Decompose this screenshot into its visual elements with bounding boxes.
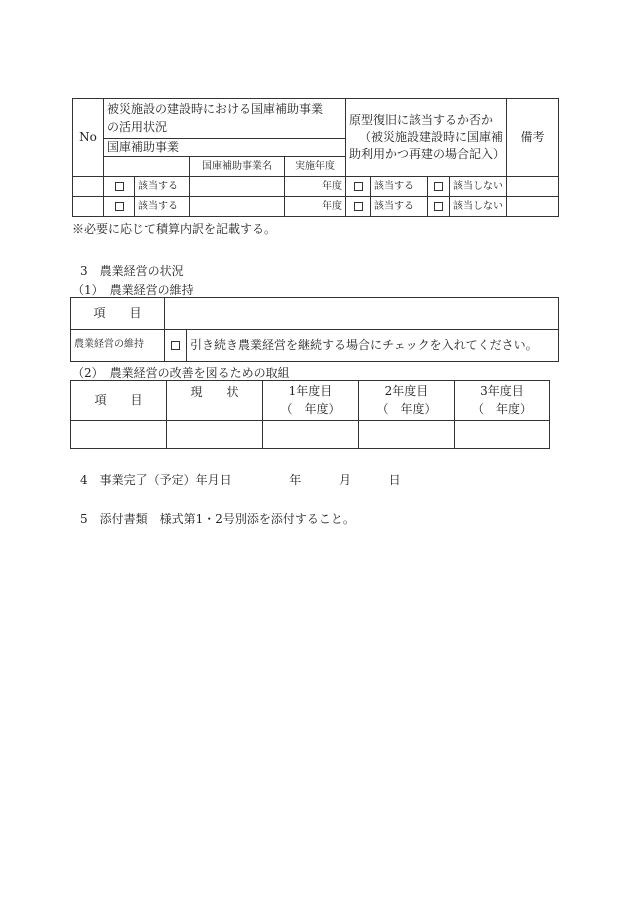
header-usage: 被災施設の建設時における国庫補助事業 の活用状況 bbox=[104, 99, 346, 139]
year-cell[interactable]: 年度 bbox=[285, 177, 346, 197]
applicable-checkbox[interactable] bbox=[104, 177, 135, 197]
restore-yes-checkbox[interactable] bbox=[346, 197, 371, 217]
t3-year3-cell[interactable] bbox=[455, 421, 550, 449]
header-subsidy-name: 国庫補助事業名 bbox=[190, 157, 285, 177]
subsidy-name-cell[interactable] bbox=[190, 197, 285, 217]
t3-year3-header: 3年度目 （ 年度） bbox=[455, 381, 550, 421]
section3-sub1: （1） 農業経営の維持 bbox=[72, 283, 194, 297]
restore-no-label: 該当しない bbox=[450, 177, 507, 197]
header-no: No bbox=[73, 99, 104, 177]
completion-day[interactable]: 日 bbox=[388, 473, 401, 487]
year-cell[interactable]: 年度 bbox=[285, 197, 346, 217]
table-row bbox=[73, 177, 559, 197]
completion-month[interactable]: 月 bbox=[338, 473, 351, 487]
restore-no-checkbox[interactable] bbox=[428, 197, 450, 217]
restore-yes-label: 該当する bbox=[371, 177, 428, 197]
remarks-cell[interactable] bbox=[507, 197, 559, 217]
restore-no-checkbox[interactable] bbox=[428, 177, 450, 197]
header-restoration: 原型復旧に該当するか否か （被災施設建設時に国庫補 助利用かつ再建の場合記入） bbox=[346, 99, 507, 177]
t3-year2-header: 2年度目 （ 年度） bbox=[359, 381, 455, 421]
header-remarks: 備考 bbox=[507, 99, 559, 177]
t3-year1-header: 1年度目 （ 年度） bbox=[263, 381, 359, 421]
table-row bbox=[71, 421, 550, 449]
restore-yes-label: 該当する bbox=[371, 197, 428, 217]
section4-label: 4 事業完了（予定）年月日 bbox=[80, 473, 232, 487]
header-subsidy: 国庫補助事業 bbox=[104, 139, 346, 157]
t3-current-header: 現 状 bbox=[167, 381, 263, 421]
section5-label: 5 添付書類 様式第1・2号別添を添付すること。 bbox=[80, 512, 355, 526]
header-year: 実施年度 bbox=[285, 157, 346, 177]
subsidy-usage-table bbox=[72, 98, 559, 217]
section3-sub2: （2） 農業経営の改善を図るための取組 bbox=[72, 366, 290, 380]
improvement-table bbox=[70, 380, 550, 449]
completion-year[interactable]: 年 bbox=[289, 473, 302, 487]
t3-year2-cell[interactable] bbox=[359, 421, 455, 449]
section3-title: 3 農業経営の状況 bbox=[80, 264, 184, 278]
restore-no-label: 該当しない bbox=[450, 197, 507, 217]
table-row bbox=[73, 197, 559, 217]
restore-yes-checkbox[interactable] bbox=[346, 177, 371, 197]
t3-current-cell[interactable] bbox=[167, 421, 263, 449]
row-no bbox=[73, 197, 104, 217]
header-blank bbox=[104, 157, 190, 177]
section4-line bbox=[80, 471, 401, 488]
applicable-label: 該当する bbox=[135, 197, 190, 217]
t3-item-header: 項 目 bbox=[71, 381, 167, 421]
farm-maintenance-table bbox=[70, 297, 559, 362]
t2-item-header: 項 目 bbox=[71, 298, 165, 330]
t2-row-label: 農業経営の維持 bbox=[71, 330, 165, 362]
row-no bbox=[73, 177, 104, 197]
applicable-checkbox[interactable] bbox=[104, 197, 135, 217]
continue-checkbox[interactable] bbox=[165, 330, 187, 362]
t3-item-cell[interactable] bbox=[71, 421, 167, 449]
t2-row-text: 引き続き農業経営を継続する場合にチェックを入れてください。 bbox=[187, 330, 559, 362]
t3-year1-cell[interactable] bbox=[263, 421, 359, 449]
note-text: ※必要に応じて積算内訳を記載する。 bbox=[72, 222, 277, 236]
remarks-cell[interactable] bbox=[507, 177, 559, 197]
subsidy-name-cell[interactable] bbox=[190, 177, 285, 197]
t2-header-blank bbox=[165, 298, 559, 330]
applicable-label: 該当する bbox=[135, 177, 190, 197]
